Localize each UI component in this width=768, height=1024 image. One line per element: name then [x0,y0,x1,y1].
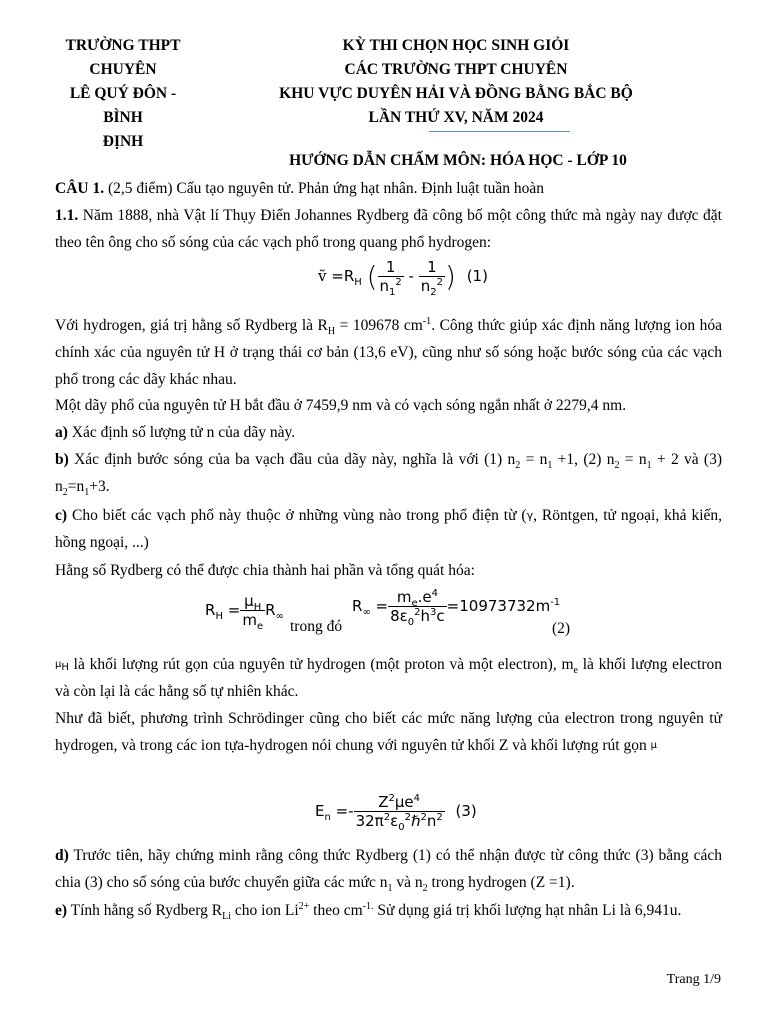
document-title-text: HƯỚNG DẪN CHẤM MÔN: HÓA HỌC - LỚP 10 [289,152,627,169]
series-paragraph: Một dãy phổ của nguyên tử H bắt đầu ở 7459,9 nm và có vạch sóng ngắn nhất ở 2279,4 nm. [55,397,627,414]
header-divider [429,131,570,132]
question-text: (2,5 điểm) Cấu tạo nguyên tử. Phản ứng hạt nhân. Định luật tuần hoàn [104,180,545,197]
equation-2-value: =10973732m [446,597,551,615]
mu-text: là khối lượng rút gọn của nguyên tử hydrogen (một proton và một electron), m [68,656,574,673]
page-number: Trang 1/9 [666,972,721,987]
item-e-text: Sử dụng giá trị khối lượng hạt nhân Li là 6,941u. [373,902,682,919]
item-c-text: , Röntgen, tử ngoại, khả kiến, hồng ngoại, ...) [55,507,723,551]
item-b-text: +3. [89,478,110,495]
section-intro-text: Năm 1888, nhà Vật lí Thụy Điển Johannes Rydberg đã công bố một công thức mà ngày nay được đặt theo tên ông cho số sóng của các vạch phổ trong quang phổ hydrogen: [55,207,722,251]
mu-text-2: là khối lượng electron và còn lại là các hằng số tự nhiên khác. [55,656,722,700]
item-c [55,502,722,556]
school-line: CHUYÊN [89,61,157,78]
item-a-text: Xác định số lượng tử n của dãy này. [67,424,296,441]
equation-2-right: $R_\infty$ = $\frac{m_e.e^4}{8\varepsilon_0^2h^3c}$ $=10973732m^{-1}$ [352,588,561,628]
equation-2: $R_H$ = $\frac{\mu_H}{m_e}$ $R_\infty$ [205,592,284,632]
document-title [0,152,768,170]
question-label: CÂU 1. [55,180,105,197]
item-b: b) Xác định bước sóng của ba vạch đầu của dãy này, nghĩa là với (1) $n_2 = n_1 +1$, (2) $n_2 = n_1 + 2$ và (3) $n_2=n_1+3$. [55,451,722,499]
school-line: ĐỊNH [102,133,144,150]
exam-line: CÁC TRƯỜNG THPT CHUYÊN [344,61,568,78]
mu-paragraph: $^{\mu_H}$ là khối lượng rút gọn của nguyên tử hydrogen (một proton và một electron), $m_e$ là khối lượng electron và còn lại là các hằng số tự nhiên khác. [55,656,722,700]
rydberg-paragraph [55,312,722,393]
equation-1-tag: (1) [466,267,488,285]
school-name [58,34,188,154]
exam-line: KỲ THI CHỌN HỌC SINH GIỎI [342,37,570,54]
item-e-text: Tính hằng số Rydberg R [67,902,223,919]
question-heading [55,175,722,202]
equation-2-mid: trong đó [290,618,343,635]
rydberg-sub: H [327,326,336,338]
item-b-text: + 2 và (3) n [55,451,722,495]
exam-line: LẦN THỨ XV, NĂM 2024 [368,109,544,126]
split-paragraph: Hằng số Rydberg có thể được chia thành hai phần và tổng quát hóa: [55,562,475,579]
item-e-text: theo cm [309,902,363,919]
item-a [55,419,722,446]
item-b-text: +1, (2) n [552,451,615,468]
item-d-text: và n [392,874,423,891]
section-label: 1.1. [55,207,79,224]
rydberg-text-a: Với hydrogen, giá trị hằng số Rydberg là R [55,317,328,334]
item-d-text: trong hydrogen (Z =1). [427,874,575,891]
item-a-label: a) [55,424,68,441]
item-d-text: Trước tiên, hãy chứng minh rằng công thức Rydberg (1) có thể nhận được từ công thức (3) bằng cách chia (3) cho số sóng của bước chuyển giữa các mức n [55,847,722,891]
item-c-label: c) [55,507,68,524]
item-d-label: d) [55,847,69,864]
item-e-sub: Li [222,911,232,923]
section-intro [55,202,722,256]
item-d: d) Trước tiên, hãy chứng minh rằng công thức Rydberg (1) có thể nhận được từ công thức (3) bằng cách chia (3) cho số sóng của bước chuyển giữa các mức $n_1$ và $n_2$ trong hydrogen (Z =1). [55,847,722,895]
item-b-label: b) [55,451,69,468]
item-e-label: e) [55,902,68,919]
equation-1: ṽ $=R_H$ ( $\frac{1}{n_1^2}$ - $\frac{1}{n_2^2}$ ) (1) [318,258,488,298]
schrodinger-text: Như đã biết, phương trình Schrödinger cũng cho biết các mức năng lượng của electron trong nguyên tử hydrogen, và trong các ion tựa-hydrogen nói chung với nguyên tử khối Z và khối lượng rút gọn [55,710,722,754]
item-e [55,897,722,924]
item-e-text: cho ion Li [231,902,299,919]
equation-3: $E_n$ =- $\frac{Z^2\mu e^4}{32\pi^2\varepsilon_0^2\hbar^2n^2}$ (3) [315,793,477,833]
exam-line: KHU VỰC DUYÊN HẢI VÀ ĐỒNG BẰNG BẮC BỘ [279,85,633,102]
equation-3-tag: (3) [455,802,477,820]
item-b-text: = n [520,451,548,468]
rydberg-sup: -1 [422,315,432,327]
item-c-text: Cho biết các vạch phổ này thuộc ở những vùng nào trong phổ điện từ ( [67,507,527,524]
item-b-text: = n [619,451,647,468]
school-line: LÊ QUÝ ĐÔN - BÌNH [69,85,177,126]
item-b-text: =n [67,478,85,495]
equation-2-tag: (2) [552,620,571,637]
item-e-sup: -1. [362,900,374,912]
rydberg-text-c: . Công thức giúp xác định năng lượng ion hóa chính xác của nguyên tử H ở trạng thái cơ bản (13,6 eV), cũng như số sóng hoặc bước sóng của các vạch phổ trong các dãy khác nhau. [55,317,722,388]
schrodinger-paragraph: Như đã biết, phương trình Schrödinger cũng cho biết các mức năng lượng của electron trong nguyên tử hydrogen, và trong các ion tựa-hydrogen nói chung với nguyên tử khối Z và khối lượng rút gọn $^\mu$ [55,710,722,754]
exam-name [250,34,662,130]
item-b-text: Xác định bước sóng của ba vạch đầu của dãy này, nghĩa là với (1) n [68,451,516,468]
rydberg-text-b: = 109678 cm [335,317,423,334]
school-line: TRƯỜNG THPT [65,37,181,54]
gamma-symbol: γ [526,509,534,522]
item-e-sup: 2+ [298,900,310,912]
